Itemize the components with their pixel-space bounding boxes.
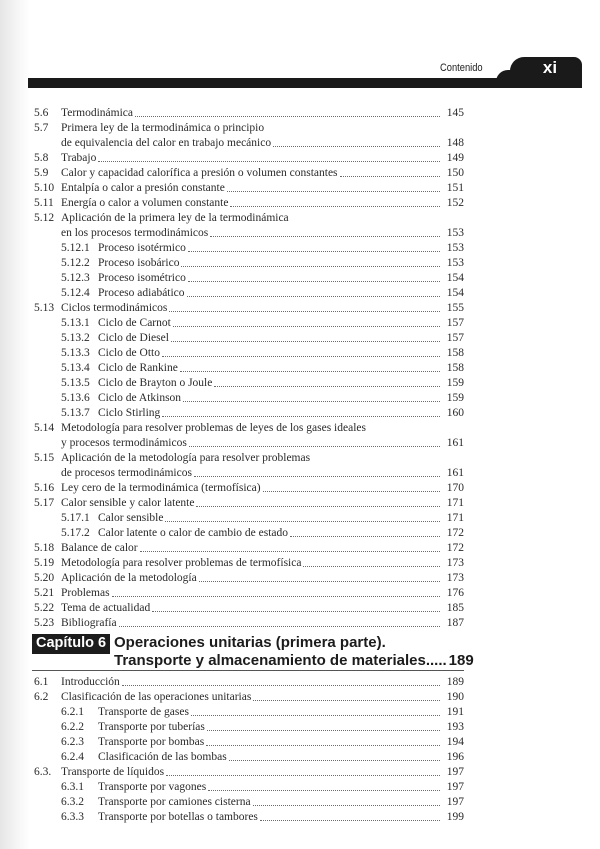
toc-entry-number: 5.20: [34, 572, 55, 584]
toc-dot-leader: [122, 675, 440, 686]
chapter-page-number: 189: [448, 652, 474, 669]
toc-entry-title: Entalpía o calor a presión constante: [61, 182, 225, 194]
toc-entry-title: Transporte de gases: [98, 706, 189, 718]
toc-entry-title: Calor sensible: [98, 512, 164, 524]
toc-entry-page: 153: [446, 242, 464, 254]
toc-entry-page: 185: [446, 602, 464, 614]
toc-entry-title: Trabajo: [61, 152, 97, 164]
toc-entry-title: de procesos termodinámicos: [61, 467, 192, 479]
toc-entry-number: 5.13.6: [61, 392, 90, 404]
toc-entry[interactable]: [34, 541, 464, 556]
toc-entry-title: Ciclo de Rankine: [98, 362, 178, 374]
running-header: [0, 0, 600, 100]
toc-entry-title: Ciclos termodinámicos: [61, 302, 168, 314]
toc-entry-title: Transporte de líquidos: [61, 766, 165, 778]
toc-entry[interactable]: [34, 466, 464, 481]
toc-entry-title: de equivalencia del calor en trabajo mecánico: [61, 137, 272, 149]
toc-entry-number: 5.13.1: [61, 317, 90, 329]
toc-entry-title: Metodología para resolver problemas de leyes de los gases ideales: [61, 422, 366, 434]
toc-dot-leader: [340, 166, 440, 177]
toc-dot-leader: [183, 391, 440, 402]
toc-entry[interactable]: [34, 735, 464, 750]
toc-entry-page: 158: [446, 362, 464, 374]
toc-entry-title: Introducción: [61, 676, 120, 688]
toc-entry-page: 159: [446, 392, 464, 404]
toc-entry-title: Aplicación de la metodología: [61, 572, 197, 584]
toc-dot-leader: [98, 151, 440, 162]
toc-entry-number: 5.6: [34, 107, 49, 119]
toc-dot-leader: [180, 361, 440, 372]
toc-dot-leader: [199, 571, 440, 582]
toc-entry[interactable]: [34, 256, 464, 271]
toc-entry-title: Transporte por tuberías: [98, 721, 205, 733]
toc-dot-leader: [173, 316, 440, 327]
toc-entry-page: 153: [446, 257, 464, 269]
toc-entry[interactable]: [34, 106, 464, 121]
toc-entry-number: 5.23: [34, 617, 55, 629]
toc-entry-number: 5.12.2: [61, 257, 90, 269]
toc-dot-leader: [214, 376, 440, 387]
toc-entry-title: Termodinámica: [61, 107, 133, 119]
toc-entry-title: Ciclo de Diesel: [98, 332, 169, 344]
header-page-number: xi: [542, 58, 558, 77]
toc-entry-page: 149: [446, 152, 464, 164]
toc-entry-page: 157: [446, 317, 464, 329]
toc-entry[interactable]: [34, 271, 464, 286]
toc-entry[interactable]: [34, 795, 464, 810]
toc-entry-number: 5.22: [34, 602, 55, 614]
toc-entry-number: 6.3.3: [61, 811, 84, 823]
toc-entry-page: 152: [446, 197, 464, 209]
toc-dot-leader: [140, 541, 440, 552]
toc-entry-page: 199: [446, 811, 464, 823]
toc-entry[interactable]: [34, 421, 464, 436]
toc-entry-page: 189: [446, 676, 464, 688]
toc-entry[interactable]: [34, 406, 464, 421]
toc-entry-number: 6.3.1: [61, 781, 84, 793]
toc-entry-title: Tema de actualidad: [61, 602, 151, 614]
toc-entry-number: 5.10: [34, 182, 55, 194]
chapter-title-line2: Transporte y almacenamiento de materiales: [114, 652, 426, 669]
chapter-heading: [32, 634, 474, 671]
toc-entry-number: 5.12.4: [61, 287, 90, 299]
toc-entry-page: 155: [446, 302, 464, 314]
toc-entry-title: Proceso isométrico: [98, 272, 186, 284]
toc-entry[interactable]: [34, 436, 464, 451]
toc-entry[interactable]: [34, 705, 464, 720]
toc-entry[interactable]: [34, 675, 464, 690]
toc-entry-number: 6.3.2: [61, 796, 84, 808]
page-gutter-shadow: [0, 0, 30, 849]
toc-entry[interactable]: [34, 226, 464, 241]
toc-entry-page: 197: [446, 781, 464, 793]
toc-entry-title: Problemas: [61, 587, 110, 599]
toc-entry-number: 5.19: [34, 557, 55, 569]
toc-entry[interactable]: [34, 481, 464, 496]
toc-entry[interactable]: [34, 136, 464, 151]
toc-entry[interactable]: [34, 166, 464, 181]
toc-entry-page: 190: [446, 691, 464, 703]
toc-entry-number: 5.13.4: [61, 362, 90, 374]
toc-entry-page: 148: [446, 137, 464, 149]
toc-entry-page: 171: [446, 512, 464, 524]
toc-dot-leader: [162, 346, 440, 357]
toc-dot-leader: [207, 720, 440, 731]
toc-dot-leader: [303, 556, 440, 567]
toc-entry-page: 170: [446, 482, 464, 494]
chapter-title: [114, 634, 474, 670]
toc-entry-page: 160: [446, 407, 464, 419]
toc-entry-number: 5.17.1: [61, 512, 90, 524]
toc-entry-number: 6.2.3: [61, 736, 84, 748]
toc-entry-title: Transporte por vagones: [98, 781, 207, 793]
toc-dot-leader: [230, 196, 440, 207]
toc-dot-leader: [229, 750, 440, 761]
toc-entry-title: Calor latente o calor de cambio de estado: [98, 527, 288, 539]
toc-entry-page: 161: [446, 467, 464, 479]
toc-dot-leader: [135, 106, 440, 117]
toc-list-chapter-5: [34, 106, 464, 631]
toc-dot-leader: [196, 496, 440, 507]
toc-dot-leader: [187, 286, 440, 297]
toc-entry-title: Bibliografía: [61, 617, 117, 629]
toc-entry[interactable]: [34, 511, 464, 526]
toc-entry-number: 6.2: [34, 691, 49, 703]
toc-entry[interactable]: [34, 586, 464, 601]
toc-entry-number: 5.8: [34, 152, 49, 164]
toc-entry-title: Transporte por camiones cisterna: [98, 796, 251, 808]
toc-entry-page: 172: [446, 527, 464, 539]
toc-dot-leader: [188, 271, 440, 282]
toc-entry[interactable]: [34, 720, 464, 735]
toc-entry-number: 6.3.: [34, 766, 52, 778]
toc-dot-leader: [206, 735, 440, 746]
toc-entry-page: 154: [446, 287, 464, 299]
toc-entry[interactable]: [34, 556, 464, 571]
toc-dot-leader: [253, 795, 440, 806]
toc-dot-leader: [273, 136, 440, 147]
toc-dot-leader: [188, 241, 440, 252]
toc-dot-leader: [194, 466, 440, 477]
toc-entry-title: Ley cero de la termodinámica (termofísica): [61, 482, 261, 494]
toc-entry[interactable]: [34, 196, 464, 211]
toc-entry[interactable]: [34, 286, 464, 301]
toc-entry-title: Ciclo de Carnot: [98, 317, 171, 329]
toc-entry-page: 193: [446, 721, 464, 733]
toc-entry-number: 5.12.3: [61, 272, 90, 284]
toc-entry-number: 5.12: [34, 212, 55, 224]
toc-entry-page: 173: [446, 557, 464, 569]
toc-entry-number: 5.21: [34, 587, 55, 599]
toc-dot-leader: [181, 256, 440, 267]
toc-dot-leader: [208, 780, 440, 791]
toc-entry-number: 5.13.5: [61, 377, 90, 389]
toc-entry-title: Proceso isobárico: [98, 257, 180, 269]
toc-list-chapter-6: [34, 675, 464, 825]
toc-entry[interactable]: [34, 211, 464, 226]
toc-entry-page: 172: [446, 542, 464, 554]
toc-entry-title: Calor y capacidad calorífica a presión o volumen constantes: [61, 167, 338, 179]
toc-entry-title: Calor sensible y calor latente: [61, 497, 195, 509]
toc-entry-number: 5.17.2: [61, 527, 90, 539]
toc-entry-page: 187: [446, 617, 464, 629]
toc-entry-page: 153: [446, 227, 464, 239]
toc-entry-number: 5.13.3: [61, 347, 90, 359]
toc-entry-title: Clasificación de las operaciones unitarias: [61, 691, 252, 703]
toc-entry-title: en los procesos termodinámicos: [61, 227, 209, 239]
toc-entry-number: 6.2.4: [61, 751, 84, 763]
toc-entry-title: Ciclo de Brayton o Joule: [98, 377, 213, 389]
toc-dot-leader: [227, 181, 440, 192]
toc-entry-number: 5.13: [34, 302, 55, 314]
toc-entry-title: Metodología para resolver problemas de termofísica: [61, 557, 302, 569]
toc-entry-page: 176: [446, 587, 464, 599]
toc-entry-number: 5.15: [34, 452, 55, 464]
toc-entry-page: 173: [446, 572, 464, 584]
toc-entry-number: 6.2.2: [61, 721, 84, 733]
chapter-leader: .....: [425, 652, 447, 669]
toc-entry-number: 5.11: [34, 197, 54, 209]
toc-dot-leader: [166, 765, 440, 776]
toc-entry-title: Primera ley de la termodinámica o principio: [61, 122, 265, 134]
toc-entry-number: 6.1: [34, 676, 49, 688]
chapter-title-line1: Operaciones unitarias (primera parte).: [114, 634, 386, 651]
toc-entry-title: y procesos termodinámicos: [61, 437, 187, 449]
toc-entry-number: 5.9: [34, 167, 49, 179]
toc-dot-leader: [119, 616, 440, 627]
chapter-label-badge: Capítulo 6: [32, 634, 110, 654]
toc-entry[interactable]: [34, 496, 464, 511]
toc-entry-page: 197: [446, 766, 464, 778]
toc-entry-title: Ciclo Stirling: [98, 407, 161, 419]
toc-entry[interactable]: [34, 391, 464, 406]
toc-entry-page: 194: [446, 736, 464, 748]
toc-dot-leader: [290, 526, 440, 537]
toc-entry[interactable]: [34, 301, 464, 316]
toc-entry[interactable]: [34, 571, 464, 586]
header-section-title: Contenido: [440, 62, 483, 74]
toc-entry-title: Proceso isotérmico: [98, 242, 186, 254]
toc-entry-number: 5.13.7: [61, 407, 90, 419]
toc-entry[interactable]: [34, 616, 464, 631]
toc-entry[interactable]: [34, 361, 464, 376]
toc-dot-leader: [171, 331, 440, 342]
toc-dot-leader: [253, 690, 440, 701]
toc-entry[interactable]: [34, 765, 464, 780]
toc-entry-page: 157: [446, 332, 464, 344]
toc-entry[interactable]: [34, 690, 464, 705]
toc-entry-title: Balance de calor: [61, 542, 138, 554]
toc-entry-title: Ciclo de Otto: [98, 347, 160, 359]
toc-entry[interactable]: [34, 526, 464, 541]
toc-entry[interactable]: [34, 810, 464, 825]
toc-dot-leader: [191, 705, 440, 716]
toc-entry-page: 150: [446, 167, 464, 179]
toc-dot-leader: [165, 511, 440, 522]
toc-entry[interactable]: [34, 780, 464, 795]
toc-entry-title: Transporte por bombas: [98, 736, 205, 748]
toc-entry-page: 161: [446, 437, 464, 449]
toc-entry-title: Ciclo de Atkinson: [98, 392, 182, 404]
toc-entry-page: 154: [446, 272, 464, 284]
toc-entry-page: 158: [446, 347, 464, 359]
toc-entry[interactable]: [34, 376, 464, 391]
toc-entry-page: 197: [446, 796, 464, 808]
toc-entry-page: 159: [446, 377, 464, 389]
toc-entry[interactable]: [34, 151, 464, 166]
toc-entry-number: 5.12.1: [61, 242, 90, 254]
toc-dot-leader: [162, 406, 440, 417]
toc-entry[interactable]: [34, 241, 464, 256]
toc-entry-number: 5.18: [34, 542, 55, 554]
toc-entry-title: Clasificación de las bombas: [98, 751, 227, 763]
toc-entry-page: 191: [446, 706, 464, 718]
toc-entry[interactable]: [34, 451, 464, 466]
toc-dot-leader: [189, 436, 440, 447]
toc-entry-number: 6.2.1: [61, 706, 84, 718]
toc-dot-leader: [210, 226, 440, 237]
toc-entry-title: Energía o calor a volumen constante: [61, 197, 229, 209]
toc-dot-leader: [152, 601, 440, 612]
toc-entry-title: Aplicación de la metodología para resolver problemas: [61, 452, 311, 464]
toc-entry-title: Proceso adiabático: [98, 287, 185, 299]
toc-entry[interactable]: [34, 750, 464, 765]
toc-entry-title: Transporte por botellas o tambores: [98, 811, 258, 823]
toc-entry[interactable]: [34, 601, 464, 616]
toc-entry[interactable]: [34, 181, 464, 196]
toc-entry-page: 151: [446, 182, 464, 194]
toc-entry-number: 5.13.2: [61, 332, 90, 344]
toc-dot-leader: [263, 481, 440, 492]
toc-dot-leader: [260, 810, 440, 821]
toc-entry[interactable]: [34, 316, 464, 331]
toc-entry-page: 171: [446, 497, 464, 509]
toc-entry-number: 5.14: [34, 422, 55, 434]
toc-dot-leader: [112, 586, 440, 597]
toc-entry-page: 196: [446, 751, 464, 763]
toc-entry-title: Aplicación de la primera ley de la termodinámica: [61, 212, 289, 224]
toc-dot-leader: [169, 301, 440, 312]
toc-entry-number: 5.16: [34, 482, 55, 494]
toc-entry-number: 5.17: [34, 497, 55, 509]
toc-entry[interactable]: [34, 346, 464, 361]
toc-entry[interactable]: [34, 331, 464, 346]
toc-entry-page: 145: [446, 107, 464, 119]
toc-entry[interactable]: [34, 121, 464, 136]
toc-entry-number: 5.7: [34, 122, 49, 134]
